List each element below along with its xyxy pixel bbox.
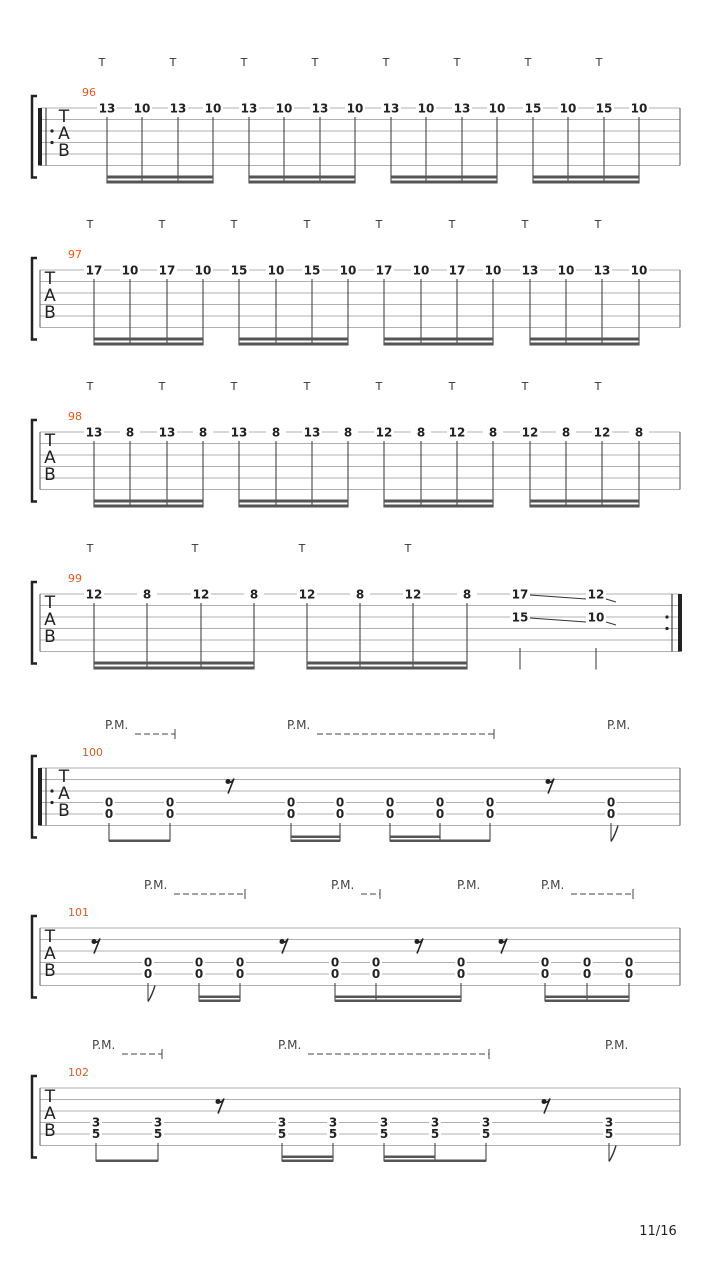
fret-number: 10 — [275, 101, 293, 116]
beam — [282, 1160, 333, 1163]
beam — [94, 343, 203, 346]
fret-number: 0 — [330, 955, 340, 970]
beam — [249, 181, 355, 184]
fret-number: 10 — [412, 263, 430, 278]
fret-number: 10 — [204, 101, 222, 116]
fret-number: 5 — [91, 1127, 101, 1141]
fret-number: 15 — [303, 263, 321, 278]
staff-bracket — [32, 1076, 37, 1158]
palm-mute-label: P.M. — [287, 718, 311, 732]
staff-bracket — [32, 582, 37, 664]
beam — [239, 343, 348, 346]
staff-bracket — [32, 420, 37, 502]
beam — [545, 1000, 629, 1003]
beam — [94, 338, 203, 341]
tap-marker: T — [240, 56, 248, 69]
repeat-dot — [50, 789, 53, 792]
palm-mute-label: P.M. — [331, 878, 355, 892]
tap-marker: T — [303, 380, 311, 393]
fret-number: 12 — [85, 587, 103, 602]
fret-number: 13 — [98, 101, 116, 116]
fret-number: 0 — [582, 955, 592, 970]
measure-number: 101 — [68, 906, 89, 919]
fret-number: 13 — [169, 101, 187, 116]
fret-number: 12 — [404, 587, 422, 602]
fret-number: 15 — [230, 263, 248, 278]
beam — [307, 662, 467, 665]
fret-number: 8 — [271, 425, 281, 440]
beam — [291, 836, 340, 839]
fret-number: 10 — [557, 263, 575, 278]
tap-marker: T — [375, 380, 383, 393]
tab-clef-letter: B — [44, 961, 56, 981]
beam — [391, 181, 497, 184]
fret-number: 0 — [371, 955, 381, 970]
fret-number: 3 — [379, 1115, 389, 1130]
fret-number: 10 — [488, 101, 506, 116]
page-number: 11/16 — [639, 1224, 677, 1239]
fret-number: 0 — [330, 967, 340, 981]
palm-mute-label: P.M. — [457, 878, 481, 892]
slide-out-line — [606, 599, 616, 602]
tap-marker: T — [191, 542, 199, 555]
fret-number: 0 — [435, 795, 445, 810]
beam — [94, 500, 203, 503]
fret-number: 8 — [355, 587, 365, 602]
beam — [384, 338, 493, 341]
fret-number: 3 — [277, 1115, 287, 1130]
tab-clef-letter: B — [44, 1121, 56, 1141]
beam — [390, 836, 440, 839]
tap-marker: T — [298, 542, 306, 555]
beam — [291, 840, 340, 843]
fret-number: 10 — [559, 101, 577, 116]
fret-number: 17 — [448, 263, 466, 278]
fret-number: 3 — [91, 1115, 101, 1130]
beam — [94, 667, 254, 670]
palm-mute-label: P.M. — [278, 1038, 302, 1052]
repeat-dot — [50, 129, 53, 132]
fret-number: 0 — [194, 967, 204, 981]
note-flag — [611, 826, 618, 842]
tab-clef-letter: T — [44, 269, 56, 289]
beam — [282, 1156, 333, 1159]
tab-clef-letter: T — [58, 107, 70, 127]
fret-number: 0 — [456, 967, 466, 981]
slide-line — [530, 595, 586, 599]
fret-number: 5 — [430, 1127, 440, 1141]
fret-number: 0 — [235, 955, 245, 970]
beam — [435, 1160, 486, 1163]
fret-number: 12 — [448, 425, 466, 440]
tap-marker: T — [86, 218, 94, 231]
tab-clef-letter: T — [44, 927, 56, 947]
tap-marker: T — [404, 542, 412, 555]
fret-number: 3 — [481, 1115, 491, 1130]
fret-number: 0 — [540, 955, 550, 970]
fret-number: 10 — [417, 101, 435, 116]
note-flag — [148, 986, 155, 1002]
fret-number: 17 — [158, 263, 176, 278]
tap-marker: T — [169, 56, 177, 69]
fret-number: 0 — [606, 795, 616, 810]
tap-marker: T — [594, 218, 602, 231]
fret-number: 0 — [286, 795, 296, 810]
beam — [94, 505, 203, 508]
fret-number: 17 — [375, 263, 393, 278]
fret-number: 8 — [416, 425, 426, 440]
fret-number: 8 — [142, 587, 152, 602]
fret-number: 3 — [328, 1115, 338, 1130]
beam — [533, 181, 639, 184]
measure-number: 100 — [82, 746, 103, 759]
fret-number: 0 — [385, 795, 395, 810]
fret-number: 0 — [235, 967, 245, 981]
beam — [199, 1000, 240, 1003]
beam — [530, 343, 639, 346]
beam — [96, 1160, 158, 1163]
slide-to-fret: 10 — [587, 610, 605, 625]
fret-number: 13 — [303, 425, 321, 440]
repeat-start-thick-bar — [38, 108, 42, 166]
tab-clef-letter: A — [44, 448, 56, 468]
tab-clef-letter: A — [44, 610, 56, 630]
fret-number: 10 — [346, 101, 364, 116]
fret-number: 8 — [634, 425, 644, 440]
tab-clef-letter: A — [58, 784, 70, 804]
tap-marker: T — [448, 380, 456, 393]
fret-number: 0 — [335, 807, 345, 821]
fret-number: 5 — [379, 1127, 389, 1141]
fret-number: 12 — [192, 587, 210, 602]
repeat-dot — [665, 627, 668, 630]
tap-marker: T — [303, 218, 311, 231]
fret-number: 10 — [267, 263, 285, 278]
palm-mute-label: P.M. — [605, 1038, 629, 1052]
fret-number: 13 — [240, 101, 258, 116]
beam — [530, 500, 639, 503]
fret-number: 13 — [230, 425, 248, 440]
tap-marker: T — [524, 56, 532, 69]
fret-number: 0 — [540, 967, 550, 981]
fret-number: 0 — [485, 807, 495, 821]
fret-number: 13 — [453, 101, 471, 116]
beam — [391, 176, 497, 179]
beam — [533, 176, 639, 179]
beam — [335, 1000, 461, 1003]
beam — [384, 1156, 435, 1159]
fret-number: 0 — [194, 955, 204, 970]
fret-number: 0 — [286, 807, 296, 821]
repeat-dot — [50, 141, 53, 144]
tap-marker: T — [158, 380, 166, 393]
fret-number: 13 — [311, 101, 329, 116]
fret-number: 10 — [339, 263, 357, 278]
fret-number: 0 — [335, 795, 345, 810]
fret-number: 12 — [375, 425, 393, 440]
tap-marker: T — [86, 380, 94, 393]
staff-bracket — [32, 96, 37, 178]
beam — [239, 500, 348, 503]
fret-number: 0 — [165, 795, 175, 810]
fret-number: 5 — [604, 1127, 614, 1141]
beam — [199, 996, 240, 999]
slide-from-fret: 15 — [511, 610, 529, 625]
note-flag — [609, 1146, 616, 1162]
measure-number: 102 — [68, 1066, 89, 1079]
fret-number: 0 — [371, 967, 381, 981]
tap-marker: T — [230, 380, 238, 393]
tap-marker: T — [521, 218, 529, 231]
fret-number: 12 — [593, 425, 611, 440]
repeat-end-thick-bar — [678, 594, 682, 652]
fret-number: 0 — [582, 967, 592, 981]
fret-number: 0 — [624, 955, 634, 970]
fret-number: 13 — [85, 425, 103, 440]
fret-number: 15 — [595, 101, 613, 116]
slide-to-fret: 12 — [587, 587, 605, 602]
tap-marker: T — [375, 218, 383, 231]
fret-number: 10 — [484, 263, 502, 278]
tap-marker: T — [98, 56, 106, 69]
fret-number: 5 — [328, 1127, 338, 1141]
fret-number: 3 — [604, 1115, 614, 1130]
fret-number: 5 — [277, 1127, 287, 1141]
beam — [307, 667, 467, 670]
beam — [530, 505, 639, 508]
tab-clef-letter: T — [44, 1087, 56, 1107]
tab-clef-letter: T — [44, 593, 56, 613]
fret-number: 5 — [481, 1127, 491, 1141]
beam — [384, 1160, 435, 1163]
beam — [440, 840, 490, 843]
beam — [384, 343, 493, 346]
tab-clef-letter: T — [58, 767, 70, 787]
fret-number: 10 — [133, 101, 151, 116]
beam — [94, 662, 254, 665]
beam — [530, 338, 639, 341]
beam — [390, 840, 440, 843]
beam — [109, 840, 170, 843]
staff-bracket — [32, 258, 37, 340]
tap-marker: T — [86, 542, 94, 555]
tap-marker: T — [453, 56, 461, 69]
measure-number: 96 — [82, 86, 96, 99]
fret-number: 8 — [561, 425, 571, 440]
measure-number: 97 — [68, 248, 82, 261]
measure-number: 99 — [68, 572, 82, 585]
tab-clef-letter: B — [44, 465, 56, 485]
fret-number: 13 — [521, 263, 539, 278]
tap-marker: T — [521, 380, 529, 393]
tab-clef-letter: B — [44, 303, 56, 323]
fret-number: 0 — [456, 955, 466, 970]
fret-number: 0 — [165, 807, 175, 821]
beam — [335, 996, 461, 999]
fret-number: 10 — [121, 263, 139, 278]
fret-number: 8 — [198, 425, 208, 440]
palm-mute-label: P.M. — [92, 1038, 116, 1052]
beam — [107, 176, 213, 179]
tap-marker: T — [382, 56, 390, 69]
fret-number: 8 — [343, 425, 353, 440]
fret-number: 0 — [104, 807, 114, 821]
beam — [384, 505, 493, 508]
palm-mute-label: P.M. — [144, 878, 168, 892]
fret-number: 17 — [85, 263, 103, 278]
repeat-start-thick-bar — [38, 768, 42, 826]
beam — [107, 181, 213, 184]
tap-marker: T — [230, 218, 238, 231]
fret-number: 10 — [630, 263, 648, 278]
palm-mute-label: P.M. — [541, 878, 565, 892]
fret-number: 3 — [430, 1115, 440, 1130]
fret-number: 13 — [593, 263, 611, 278]
fret-number: 0 — [104, 795, 114, 810]
slide-from-fret: 17 — [511, 587, 529, 602]
fret-number: 13 — [158, 425, 176, 440]
beam — [384, 500, 493, 503]
fret-number: 0 — [624, 967, 634, 981]
tab-clef-letter: A — [44, 944, 56, 964]
repeat-dot — [50, 801, 53, 804]
fret-number: 5 — [153, 1127, 163, 1141]
tab-clef-letter: B — [58, 801, 70, 821]
fret-number: 0 — [385, 807, 395, 821]
palm-mute-label: P.M. — [607, 718, 631, 732]
fret-number: 10 — [194, 263, 212, 278]
tab-clef-letter: A — [44, 286, 56, 306]
beam — [239, 505, 348, 508]
tab-clef-letter: B — [44, 627, 56, 647]
fret-number: 0 — [143, 967, 153, 981]
fret-number: 15 — [524, 101, 542, 116]
fret-number: 8 — [249, 587, 259, 602]
palm-mute-label: P.M. — [105, 718, 129, 732]
slide-line — [530, 618, 586, 622]
tab-clef-letter: B — [58, 141, 70, 161]
beam — [545, 996, 629, 999]
tap-marker: T — [595, 56, 603, 69]
slide-out-line — [606, 622, 616, 625]
measure-number: 98 — [68, 410, 82, 423]
fret-number: 10 — [630, 101, 648, 116]
tab-clef-letter: A — [58, 124, 70, 144]
beam — [249, 176, 355, 179]
fret-number: 12 — [521, 425, 539, 440]
repeat-dot — [665, 615, 668, 618]
tab-clef-letter: T — [44, 431, 56, 451]
fret-number: 8 — [488, 425, 498, 440]
fret-number: 3 — [153, 1115, 163, 1130]
fret-number: 0 — [435, 807, 445, 821]
staff-bracket — [32, 916, 37, 998]
fret-number: 8 — [125, 425, 135, 440]
fret-number: 0 — [606, 807, 616, 821]
tap-marker: T — [594, 380, 602, 393]
beam — [239, 338, 348, 341]
tab-clef-letter: A — [44, 1104, 56, 1124]
tap-marker: T — [158, 218, 166, 231]
tap-marker: T — [448, 218, 456, 231]
staff-bracket — [32, 756, 37, 838]
fret-number: 0 — [143, 955, 153, 970]
fret-number: 12 — [298, 587, 316, 602]
tap-marker: T — [311, 56, 319, 69]
fret-number: 8 — [462, 587, 472, 602]
fret-number: 13 — [382, 101, 400, 116]
fret-number: 0 — [485, 795, 495, 810]
